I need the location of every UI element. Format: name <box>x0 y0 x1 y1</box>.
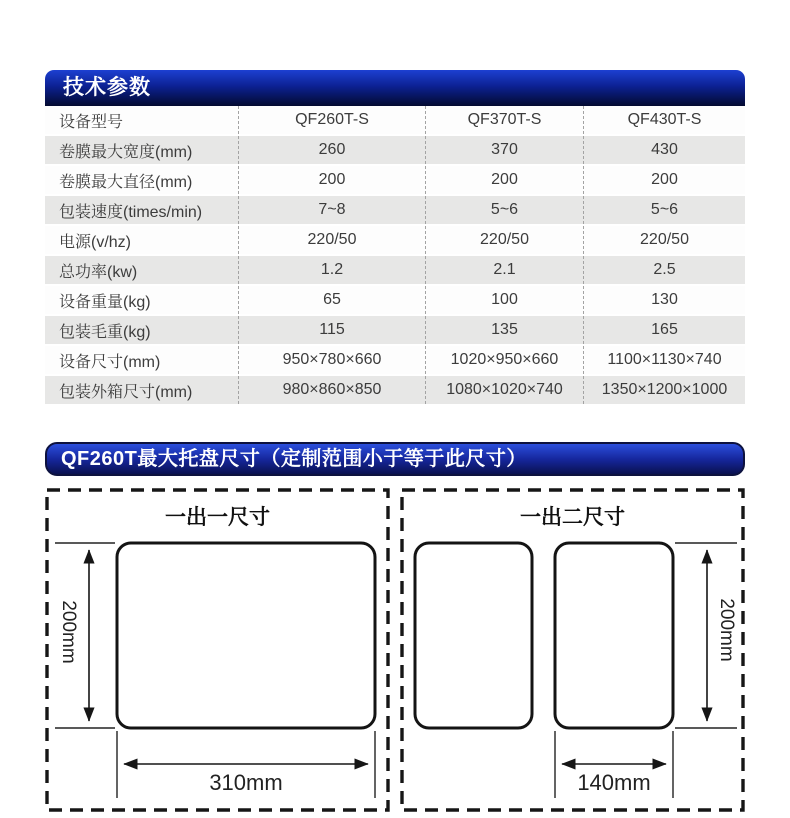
cell-value: 5~6 <box>425 196 583 224</box>
cell-value: 220/50 <box>238 226 425 254</box>
table-row-machine-weight <box>45 286 745 316</box>
cell-value: 1080×1020×740 <box>425 376 583 404</box>
cell-value: 950×780×660 <box>238 346 425 374</box>
cell-value: 2.1 <box>425 256 583 284</box>
cell-value: 200 <box>238 166 425 194</box>
diagram-one-out-one <box>45 488 390 812</box>
cell-value: 115 <box>238 316 425 344</box>
cell-value: QF260T-S <box>238 106 425 134</box>
table-row-total-power <box>45 256 745 286</box>
height-dimension-label: 200mm <box>716 598 737 662</box>
row-label: 总功率(kw) <box>59 263 138 281</box>
cell-value: QF430T-S <box>583 106 745 134</box>
tray-outline <box>117 543 375 728</box>
row-label: 包装速度(times/min) <box>59 203 203 221</box>
spec-table <box>45 106 745 406</box>
cell-value: 5~6 <box>583 196 745 224</box>
cell-value: 100 <box>425 286 583 314</box>
cell-value: 220/50 <box>425 226 583 254</box>
diagram-title: 一出一尺寸 <box>165 506 270 529</box>
cell-value: 1100×1130×740 <box>583 346 745 374</box>
row-label: 包装外箱尺寸(mm) <box>59 383 193 401</box>
cell-value: 200 <box>583 166 745 194</box>
row-label: 设备型号 <box>59 113 124 131</box>
table-row-film-width <box>45 136 745 166</box>
cell-value: 260 <box>238 136 425 164</box>
page-content <box>45 70 745 812</box>
table-row-model <box>45 106 745 136</box>
row-label: 卷膜最大直径(mm) <box>59 173 193 191</box>
tech-params-banner <box>45 70 745 106</box>
cell-value: 980×860×850 <box>238 376 425 404</box>
tray-outline-right <box>555 543 673 728</box>
diagram-one-out-two <box>400 488 745 812</box>
table-row-machine-size <box>45 346 745 376</box>
width-dimension-label: 140mm <box>577 770 651 795</box>
height-dimension-label: 200mm <box>58 600 79 664</box>
table-row-carton-size <box>45 376 745 406</box>
cell-value: 200 <box>425 166 583 194</box>
table-row-gross-weight <box>45 316 745 346</box>
one-out-one-drawing <box>45 488 390 812</box>
cell-value: 1020×950×660 <box>425 346 583 374</box>
row-label: 卷膜最大宽度(mm) <box>59 143 193 161</box>
cell-value: 135 <box>425 316 583 344</box>
tray-outline-left <box>415 543 532 728</box>
cell-value: 7~8 <box>238 196 425 224</box>
cell-value: 220/50 <box>583 226 745 254</box>
cell-value: 430 <box>583 136 745 164</box>
tech-params-title: 技术参数 <box>63 76 151 99</box>
cell-value: 370 <box>425 136 583 164</box>
tray-size-title: QF260T最大托盘尺寸（定制范围小于等于此尺寸） <box>61 448 527 470</box>
cell-value: 1350×1200×1000 <box>583 376 745 404</box>
table-row-film-diameter <box>45 166 745 196</box>
cell-value: 65 <box>238 286 425 314</box>
row-label: 电源(v/hz) <box>59 233 132 251</box>
cell-value: QF370T-S <box>425 106 583 134</box>
table-row-power-supply <box>45 226 745 256</box>
cell-value: 1.2 <box>238 256 425 284</box>
cell-value: 165 <box>583 316 745 344</box>
row-label: 包装毛重(kg) <box>59 323 151 341</box>
cell-value: 2.5 <box>583 256 745 284</box>
cell-value: 130 <box>583 286 745 314</box>
width-dimension-label: 310mm <box>209 770 283 795</box>
row-label: 设备重量(kg) <box>59 293 151 311</box>
tray-size-banner <box>45 442 745 476</box>
row-label: 设备尺寸(mm) <box>59 353 161 371</box>
tray-diagrams <box>45 488 745 812</box>
diagram-title: 一出二尺寸 <box>520 506 625 529</box>
one-out-two-drawing <box>400 488 745 812</box>
table-row-speed <box>45 196 745 226</box>
